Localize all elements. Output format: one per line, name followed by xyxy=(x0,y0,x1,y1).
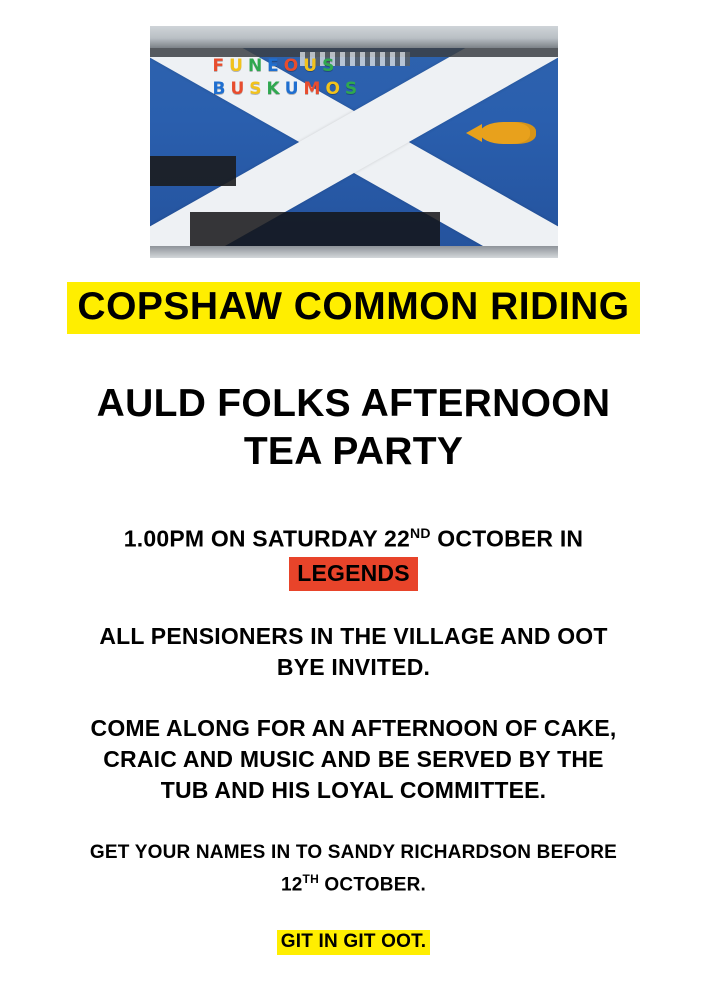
footer-slogan: GIT IN GIT OOT. xyxy=(277,930,431,955)
invite-line-1: ALL PENSIONERS IN THE VILLAGE AND OOT xyxy=(99,622,608,649)
time-line-ordinal: ND xyxy=(410,525,431,541)
body-line-2: CRAIC AND MUSIC AND BE SERVED BY THE xyxy=(103,745,604,772)
subtitle-line-1: AULD FOLKS AFTERNOON xyxy=(96,382,611,425)
banner-letters xyxy=(212,56,442,99)
venue-row xyxy=(124,555,583,591)
fish-icon xyxy=(480,122,536,144)
photo-top-edge xyxy=(150,26,558,48)
venue-name: LEGENDS xyxy=(289,557,418,591)
time-line xyxy=(124,518,583,555)
rsvp-paragraph xyxy=(90,840,617,898)
invite-paragraph xyxy=(99,621,607,683)
photo-dark-patch-bottom xyxy=(190,212,440,246)
invite-line-2: BYE INVITED. xyxy=(276,653,431,680)
time-line-prefix: 1.00PM ON SATURDAY 22 xyxy=(123,525,411,552)
time-and-venue xyxy=(124,518,583,591)
body-line-3: TUB AND HIS LOYAL COMMITTEE. xyxy=(160,776,547,803)
subtitle xyxy=(97,380,611,476)
headline-highlight-band xyxy=(67,282,639,334)
body-paragraph xyxy=(91,713,617,806)
rsvp-line-2 xyxy=(90,866,617,898)
flag-photo xyxy=(150,26,558,258)
photo-dark-patch-left xyxy=(150,156,236,186)
time-line-suffix: OCTOBER IN xyxy=(430,525,584,552)
rsvp-date-suffix: OCTOBER. xyxy=(318,873,426,895)
rsvp-date-ordinal: TH xyxy=(302,871,319,886)
banner-letters-row-2: B U S K U M O S xyxy=(212,79,359,99)
subtitle-line-2: TEA PARTY xyxy=(243,430,464,473)
rsvp-line-1: GET YOUR NAMES IN TO SANDY RICHARDSON BEFORE xyxy=(89,841,618,863)
headline: COPSHAW COMMON RIDING xyxy=(77,285,630,328)
body-line-1: COME ALONG FOR AN AFTERNOON OF CAKE, xyxy=(90,714,617,741)
rsvp-date-number: 12 xyxy=(281,873,303,895)
photo-bottom-edge xyxy=(150,246,558,258)
banner-letters-row-1: F U N E O U S xyxy=(212,56,336,76)
